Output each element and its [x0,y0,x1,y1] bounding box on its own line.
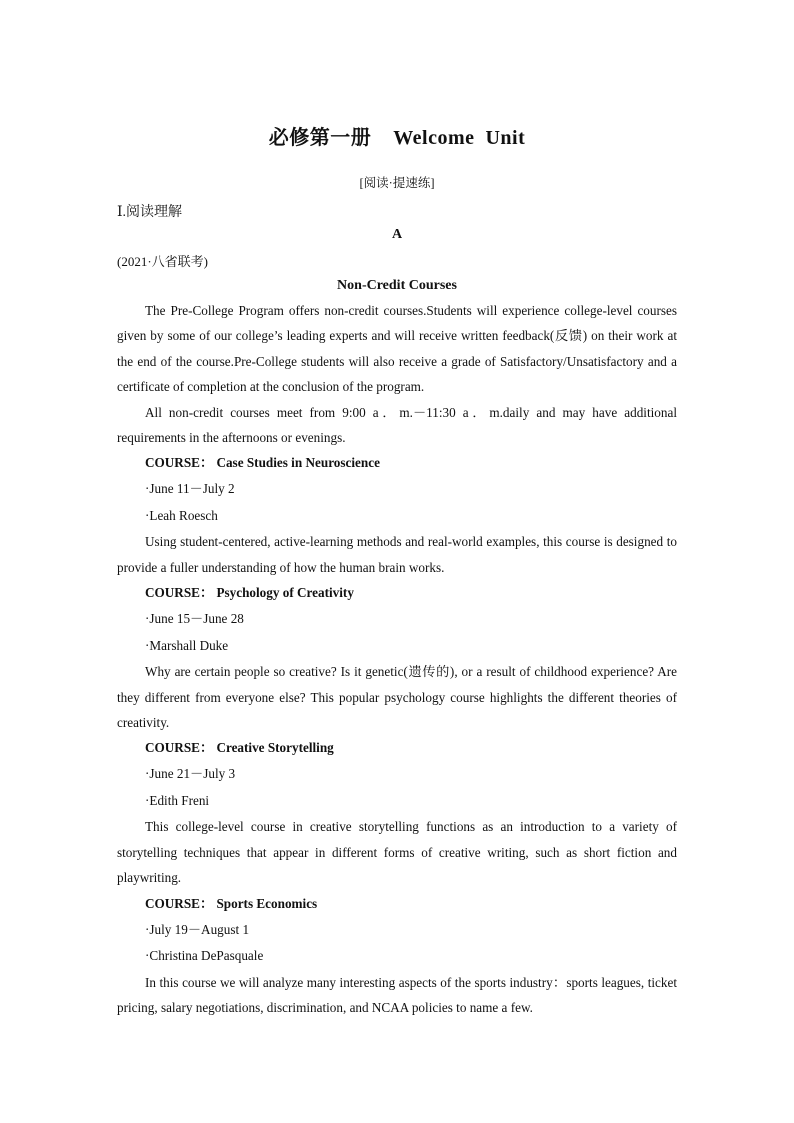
course-block [117,735,677,890]
course-heading: COURSE： Creative Storytelling [145,740,334,756]
section-heading: Ⅰ.阅读理解 [117,205,183,220]
course-description: In this course we will analyze many interesting aspects of the sports industry：sports leagues, ticket pricing, salary negotiations, discrimination, and NCAA policies to name a few. [117,974,677,1016]
course-description: This college-level course in creative storytelling functions as an introduction to a variety of storytelling techniques that appear in different forms of creative writing, such as short fiction and playwriting. [117,819,677,886]
course-heading: COURSE： Sports Economics [145,895,318,911]
passage-letter: A [391,227,403,242]
course-heading: COURSE： Case Studies in Neuroscience [145,455,380,471]
passage-source: (2021·八省联考) [117,254,208,269]
intro-paragraph: The Pre-College Program offers non-credit courses.Students will experience college-level courses given by some of our college’s leading experts and will receive written feedback(反馈) on their work at the end of the course.Pre-College students will also receive a grade of Satisfactory/Unsatisfactory and a certificate of completion at the conclusion of the program. [117,303,677,395]
course-teacher: ·Edith Freni [145,792,210,808]
course-heading: COURSE： Psychology of Creativity [145,585,354,601]
course-block [117,580,677,735]
course-dates: ·July 19－August 1 [145,921,250,937]
passage-body [117,298,677,1021]
course-teacher: ·Marshall Duke [145,637,229,653]
course-description: Using student-centered, active-learning methods and real-world examples, this course is designed to provide a fuller understanding of how the human brain works. [117,534,677,575]
course-description: Why are certain people so creative? Is it genetic(遗传的), or a result of childhood experience? Are they different from everyone else? This popular psychology course highlights the different theories of creativity. [117,664,677,731]
title-english: Welcome Unit [393,127,526,149]
title-chinese: 必修第一册 [268,127,372,149]
course-teacher: ·Christina DePasquale [145,948,264,964]
course-block [117,450,677,580]
course-block [117,891,677,1021]
exercise-subtitle: [阅读·提速练] [359,176,435,190]
course-dates: ·June 15－June 28 [145,611,244,627]
course-teacher: ·Leah Roesch [145,507,218,523]
passage-title: Non-Credit Courses [337,278,457,293]
course-dates: ·June 21－July 3 [145,766,236,782]
intro-paragraph: All non-credit courses meet from 9:00 a．m.－11:30 a．m.daily and may have additional requirements in the afternoons or evenings. [117,404,677,446]
course-dates: ·June 11－July 2 [145,481,235,497]
page-title [117,121,677,150]
